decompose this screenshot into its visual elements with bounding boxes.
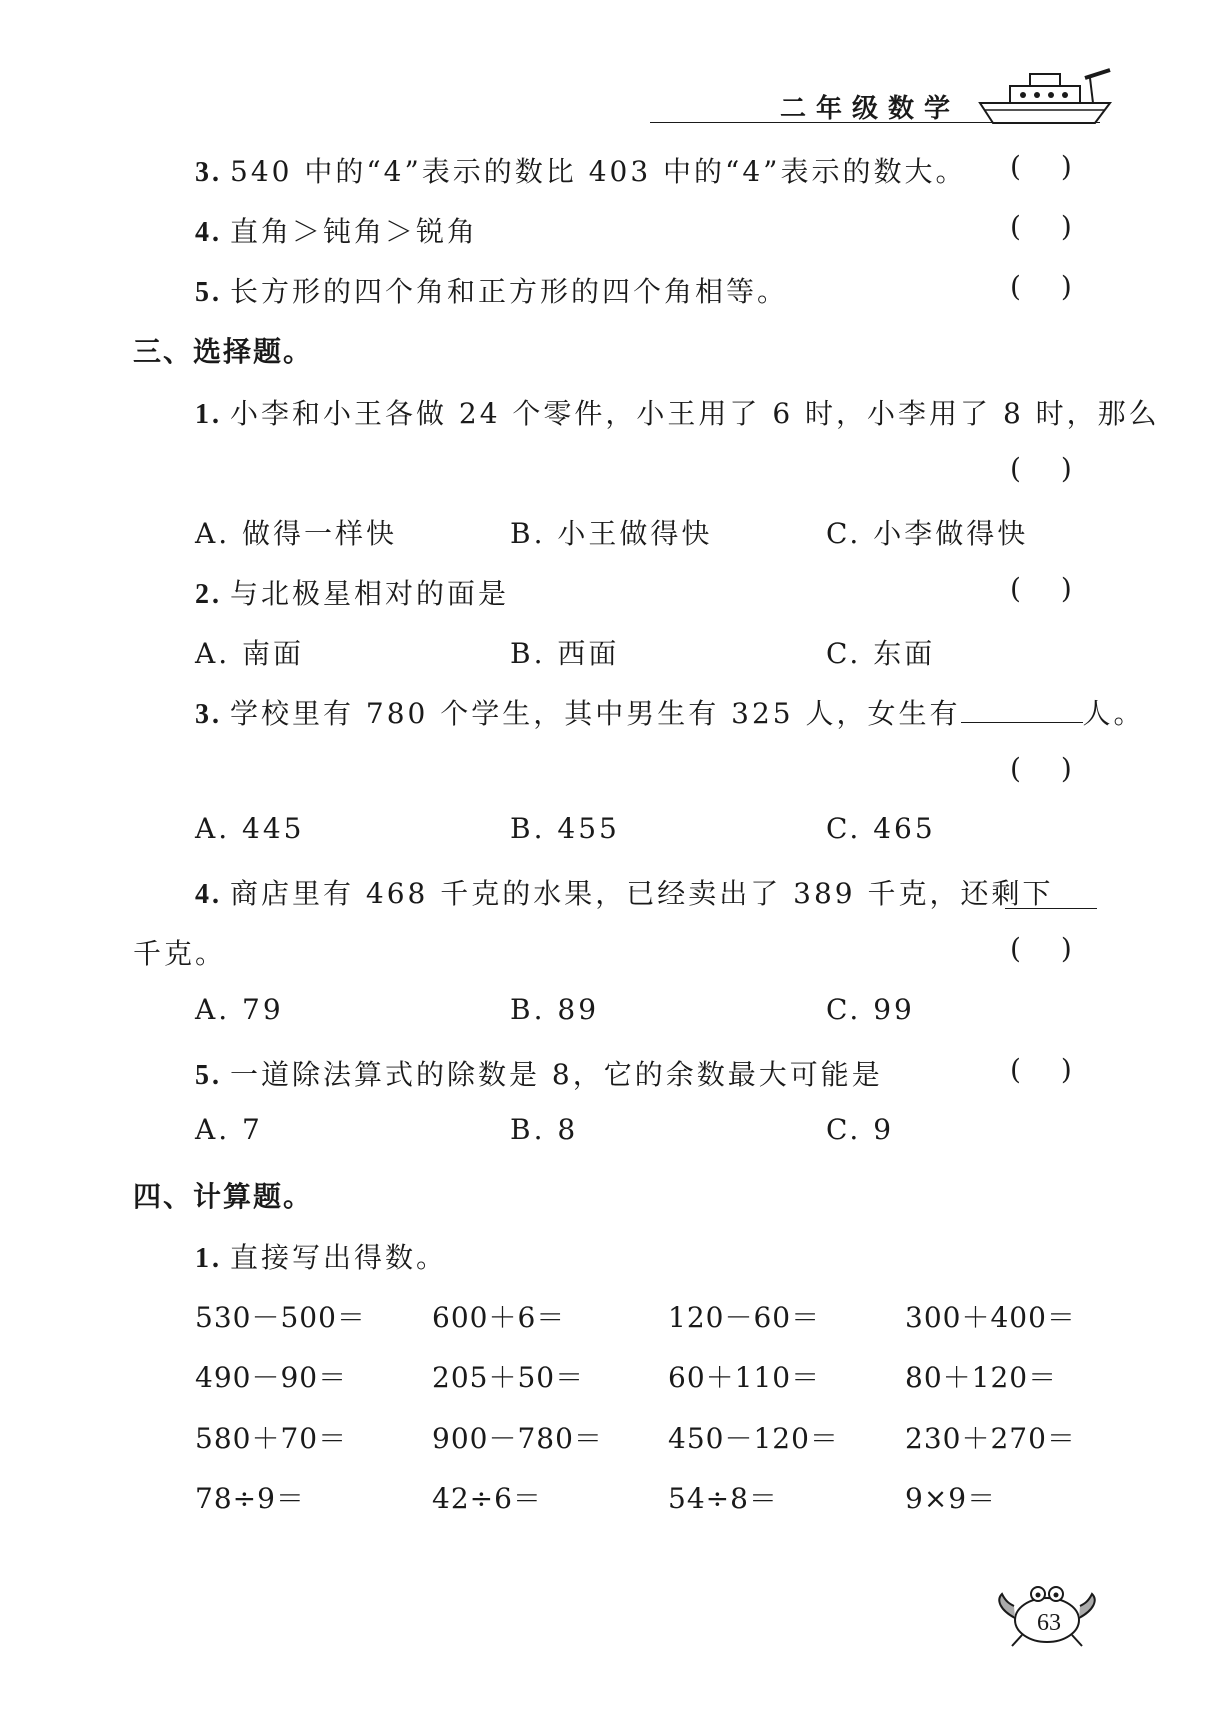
- option-b: B. 89: [510, 993, 600, 1026]
- answer-paren: (): [1010, 752, 1112, 785]
- calc-item: 9×9＝: [905, 1482, 997, 1515]
- option-a: A. 做得一样快: [195, 517, 398, 550]
- judge-item-5: 5. 长方形的四个角和正方形的四个角相等。: [195, 275, 789, 308]
- option-b: B. 8: [510, 1113, 579, 1146]
- section-title-choice: 三、选择题。: [133, 335, 314, 368]
- choice-question-1: 1. 小李和小王各做 24 个零件，小王用了 6 时，小李用了 8 时，那么: [195, 397, 1160, 430]
- option-a: A. 7: [195, 1113, 263, 1146]
- answer-paren: (): [1010, 932, 1112, 965]
- option-a: A. 79: [195, 993, 284, 1026]
- option-a: A. 南面: [195, 637, 305, 670]
- choice-question-3: 3. 学校里有 780 个学生，其中男生有 325 人，女生有 人。: [195, 697, 1145, 730]
- choice-question-5: 5. 一道除法算式的除数是 8，它的余数最大可能是: [195, 1058, 883, 1091]
- option-b: B. 小王做得快: [510, 517, 713, 550]
- fill-blank: [1005, 908, 1097, 909]
- option-c: C. 小李做得快: [826, 517, 1029, 550]
- calc-item: 530－500＝: [195, 1301, 366, 1334]
- calc-item: 205＋50＝: [432, 1361, 585, 1394]
- option-c: C. 东面: [826, 637, 936, 670]
- choice-question-4: 4. 商店里有 468 千克的水果，已经卖出了 389 千克，还剩下: [195, 877, 1054, 910]
- calc-item: 78÷9＝: [195, 1482, 305, 1515]
- answer-paren: (): [1010, 150, 1112, 183]
- calc-item: 120－60＝: [668, 1301, 821, 1334]
- section-title-calculation: 四、计算题。: [133, 1180, 314, 1213]
- choice-question-4-cont: 千克。: [133, 937, 227, 970]
- option-c: C. 99: [826, 993, 915, 1026]
- answer-paren: (): [1010, 1053, 1112, 1086]
- calc-item: 900－780＝: [432, 1422, 603, 1455]
- calc-item: 580＋70＝: [195, 1422, 348, 1455]
- calc-item: 60＋110＝: [668, 1361, 821, 1394]
- calc-item: 54÷8＝: [668, 1482, 778, 1515]
- choice-question-2: 2. 与北极星相对的面是: [195, 577, 510, 610]
- calc-item: 300＋400＝: [905, 1301, 1076, 1334]
- calc-item: 490－90＝: [195, 1361, 348, 1394]
- ship-icon: [975, 68, 1115, 128]
- page-number: 63: [1037, 1610, 1061, 1636]
- option-c: C. 465: [826, 812, 936, 845]
- answer-paren: (): [1010, 572, 1112, 605]
- answer-paren: (): [1010, 452, 1112, 485]
- calc-item: 600＋6＝: [432, 1301, 566, 1334]
- option-c: C. 9: [826, 1113, 895, 1146]
- calc-item: 230＋270＝: [905, 1422, 1076, 1455]
- calc-question-1: 1. 直接写出得数。: [195, 1241, 448, 1274]
- answer-paren: (): [1010, 270, 1112, 303]
- fill-blank: [961, 698, 1083, 723]
- answer-paren: (): [1010, 210, 1112, 243]
- judge-item-4: 4. 直角＞钝角＞锐角: [195, 215, 479, 248]
- header-title: 二年级数学: [780, 94, 961, 124]
- calc-item: 80＋120＝: [905, 1361, 1058, 1394]
- option-b: B. 455: [510, 812, 620, 845]
- option-a: A. 445: [195, 812, 305, 845]
- calc-item: 450－120＝: [668, 1422, 839, 1455]
- judge-item-3: 3. 540 中的“4”表示的数比 403 中的“4”表示的数大。: [195, 155, 967, 188]
- option-b: B. 西面: [510, 637, 620, 670]
- calc-item: 42÷6＝: [432, 1482, 542, 1515]
